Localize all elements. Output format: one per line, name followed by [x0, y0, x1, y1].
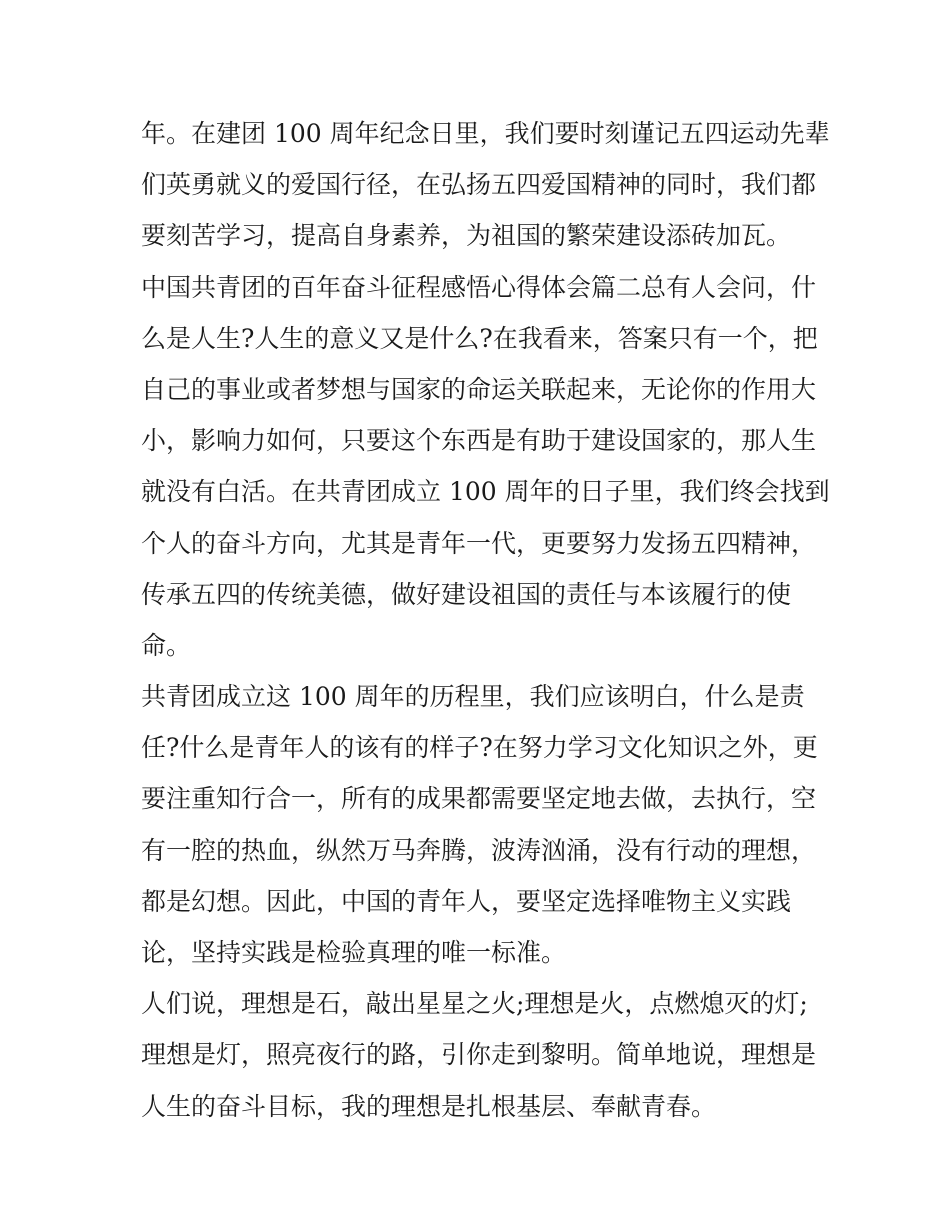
text-line: 们英勇就义的爱国行径，在弘扬五四爱国精神的同时，我们都 [141, 170, 817, 200]
text-line: 要刻苦学习，提高自身素养，为祖国的繁荣建设添砖加瓦。 [141, 221, 792, 251]
text-line: 共青团成立这 100 周年的历程里，我们应该明白，什么是责 [141, 682, 805, 712]
text-line: 理想是灯，照亮夜行的路，引你走到黎明。简单地说，理想是 [141, 1040, 817, 1070]
text-line: 任?什么是青年人的该有的样子?在努力学习文化知识之外，更 [141, 733, 818, 763]
text-line: 中国共青团的百年奋斗征程感悟心得体会篇二总有人会问，什 [141, 272, 817, 302]
text-line: 人们说，理想是石，敲出星星之火;理想是火，点燃熄灭的灯; [141, 989, 808, 1019]
text-line: 人生的奋斗目标，我的理想是扎根基层、奉献青春。 [141, 1091, 717, 1121]
document-body [141, 108, 830, 1132]
text-line: 论，坚持实践是检验真理的唯一标准。 [141, 938, 567, 967]
text-line: 有一腔的热血，纵然万马奔腾，波涛汹涌，没有行动的理想， [141, 835, 817, 865]
text-line: 都是幻想。因此，中国的青年人，要坚定选择唯物主义实践 [141, 886, 792, 916]
text-line: 么是人生?人生的意义又是什么?在我看来，答案只有一个，把 [141, 323, 818, 353]
text-line: 传承五四的传统美德，做好建设祖国的责任与本该履行的使 [141, 579, 792, 609]
text-line: 年。在建团 100 周年纪念日里，我们要时刻谨记五四运动先辈 [141, 119, 830, 148]
text-line: 小，影响力如何，只要这个东西是有助于建设国家的，那人生 [141, 426, 817, 456]
text-line: 个人的奋斗方向，尤其是青年一代，更要努力发扬五四精神， [141, 528, 817, 558]
text-line: 自己的事业或者梦想与国家的命运关联起来，无论你的作用大 [141, 374, 817, 404]
text-line: 要注重知行合一，所有的成果都需要坚定地去做，去执行，空 [141, 784, 817, 814]
text-line: 就没有白活。在共青团成立 100 周年的日子里，我们终会找到 [141, 477, 830, 507]
text-line: 命。 [141, 630, 192, 660]
